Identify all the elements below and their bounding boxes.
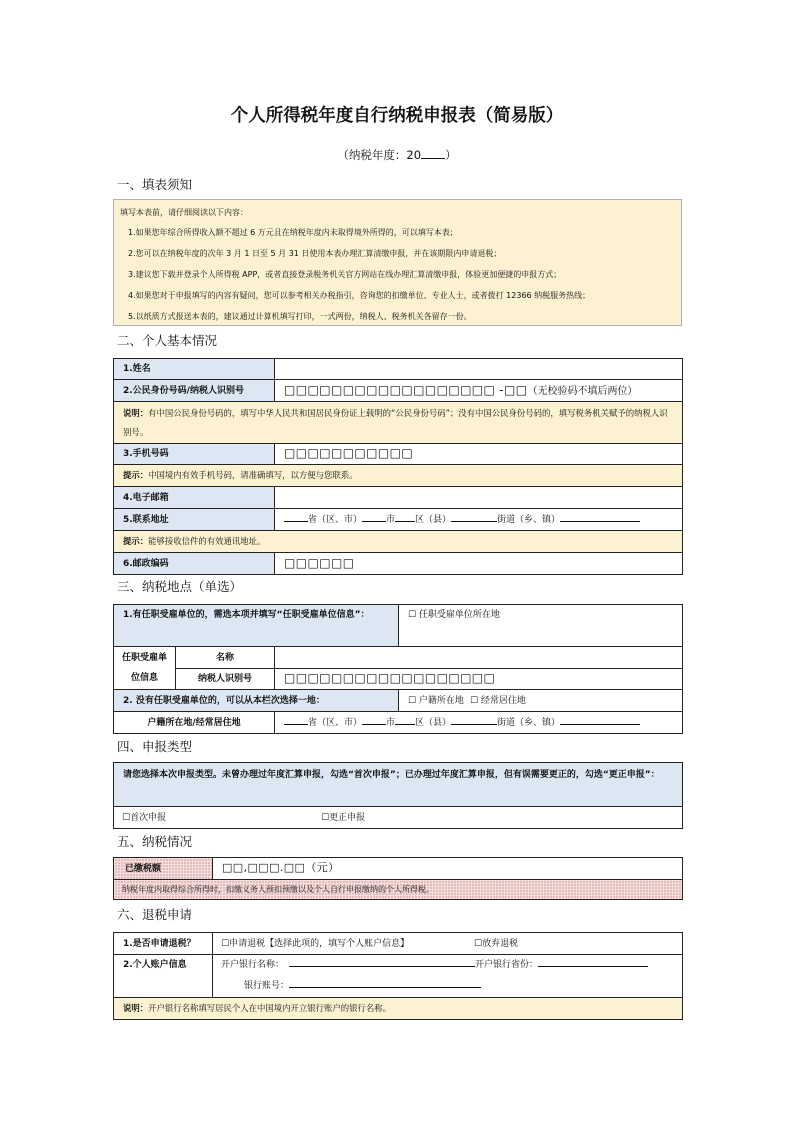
email-label: 4.电子邮箱	[114, 487, 275, 509]
employed-label: 1.有任职受雇单位的，需选本项并填写“任职受雇单位信息”：	[114, 605, 399, 647]
note-prefix: 说明：	[123, 1003, 149, 1013]
filing-type-options-row	[114, 807, 683, 829]
notice-intro: 填写本表前，请仔细阅读以下内容：	[120, 208, 248, 217]
employed-option-cell	[399, 605, 683, 647]
employer-info-label: 任职受雇单位信息	[114, 647, 176, 690]
address-part: 市	[386, 718, 396, 728]
filing-type-prompt-row	[114, 763, 683, 807]
postcode-label: 6.邮政编码	[114, 553, 275, 575]
note-text: 有中国公民身份号码的，填写中华人民共和国居民身份证上载明的“公民身份号码”；没有中国公民身份号码的，填写税务机关赋予的纳税人识别号。	[123, 407, 668, 437]
section-heading-filing-type: 四、申报类型	[117, 739, 193, 754]
address-row	[114, 509, 683, 531]
refund-apply-label: 1.是否申请退税？	[114, 933, 213, 955]
section-heading-basic-info: 二、个人基本情况	[117, 333, 218, 348]
filing-type-table	[113, 762, 683, 829]
account-info-label: 2.个人账户信息	[114, 955, 213, 998]
city-blank[interactable]	[362, 512, 386, 522]
tax-paid-label: 已缴税额	[114, 858, 213, 880]
account-info-cell	[213, 955, 683, 998]
residence-row	[114, 712, 683, 734]
checkbox-habitual-residence[interactable]: ☐ 经常居住地	[469, 695, 526, 706]
section-heading-tax-status: 五、纳税情况	[117, 834, 193, 849]
address-part: 街道（乡、镇）	[497, 718, 561, 728]
filing-type-options-cell	[114, 807, 683, 829]
tax-status-table	[113, 857, 683, 900]
postcode-field[interactable]	[275, 553, 683, 575]
name-field[interactable]	[275, 359, 683, 380]
bank-name-field[interactable]	[289, 957, 475, 967]
district-blank[interactable]	[395, 715, 415, 725]
unemployed-row	[114, 690, 683, 712]
city-blank[interactable]	[362, 715, 386, 725]
tax-year-prefix: （纳税年度：20	[337, 148, 422, 162]
form-title: 个人所得税年度自行纳税申报表（简易版）	[230, 106, 564, 126]
address-note	[114, 531, 683, 553]
checkbox-waive-refund[interactable]: ☐放弃退税	[474, 938, 519, 949]
phone-row	[114, 444, 683, 465]
notice-item: 2.您可以在纳税年度的次年 3 月 1 日至 5 月 31 日使用本表办理汇算清缴申报，并在该期限内申请退税；	[128, 249, 502, 258]
id-number-hint: （无校验码不填后两位）	[527, 385, 638, 397]
postcode-boxes[interactable]: □□□□□□	[284, 555, 355, 570]
notice-item: 1.如果您年综合所得收入额不超过 6 万元且在纳税年度内未取得境外所得的，可以填写本表；	[128, 228, 458, 237]
street-blank[interactable]	[451, 715, 497, 725]
employer-tin-row	[114, 669, 683, 690]
tax-year-line	[0, 146, 794, 164]
id-number-boxes[interactable]: □□□□□□□□□□□□□□□□□□	[284, 382, 496, 397]
account-number-field[interactable]	[289, 978, 481, 988]
phone-boxes[interactable]: □□□□□□□□□□□	[284, 446, 414, 460]
tax-paid-row	[114, 858, 683, 880]
tax-year-suffix: ）	[445, 148, 457, 162]
residence-address-field[interactable]	[275, 712, 683, 734]
employer-name-row	[114, 647, 683, 669]
id-check-boxes[interactable]: -□□	[499, 382, 528, 397]
id-number-row	[114, 380, 683, 402]
basic-info-table	[113, 358, 683, 575]
note-text: 能够接收信件的有效通讯地址。	[148, 536, 266, 546]
id-number-field[interactable]	[275, 380, 683, 402]
address-part: 区（县）	[415, 718, 452, 728]
tax-year-field[interactable]	[421, 149, 445, 159]
email-field[interactable]	[275, 487, 683, 509]
notice-item: 3.建议您下载并登录个人所得税 APP，或者直接登录税务机关官方网站在线办理汇算清缴申报，体验更加便捷的申报方式；	[128, 270, 562, 279]
notice-box	[113, 199, 682, 326]
employer-name-field[interactable]	[275, 647, 683, 669]
filing-type-prompt: 请您选择本次申报类型。未曾办理过年度汇算申报，勾选“首次申报”；已办理过年度汇算申报，但有误需要更正的，勾选“更正申报”：	[114, 763, 683, 807]
section-heading-notice: 一、填表须知	[117, 177, 193, 192]
residence-label: 户籍所在地/经常居住地	[114, 712, 275, 734]
address-part: 区（县）	[415, 515, 452, 525]
email-row	[114, 487, 683, 509]
phone-note	[114, 465, 683, 487]
checkbox-apply-refund[interactable]: ☐申请退税【选择此项的，填写个人账户信息】	[221, 938, 410, 949]
note-text: 开户银行名称填写居民个人在中国境内开立银行账户的银行名称。	[148, 1003, 391, 1013]
account-number-line	[221, 976, 673, 997]
tax-paid-boxes[interactable]: □□,□□□.□□（元）	[222, 861, 340, 874]
section-heading-tax-location: 三、纳税地点（单选）	[117, 579, 243, 594]
note-prefix: 提示：	[123, 536, 149, 546]
postcode-row	[114, 553, 683, 575]
address-field[interactable]	[275, 509, 683, 531]
name-row	[114, 359, 683, 380]
bank-name-label: 开户银行名称：	[221, 960, 285, 970]
employed-row	[114, 605, 683, 647]
refund-table	[113, 932, 683, 1020]
phone-field[interactable]	[275, 444, 683, 465]
employer-name-label: 名称	[176, 647, 275, 669]
notice-item: 5.以纸质方式报送本表的，建议通过计算机填写打印，一式两份，纳税人、税务机关各留存一份。	[128, 312, 472, 321]
checkbox-first-filing[interactable]: ☐首次申报	[122, 812, 167, 823]
address-detail-blank[interactable]	[560, 512, 640, 522]
refund-options-cell	[213, 933, 683, 955]
account-info-row	[114, 955, 683, 998]
address-part: 市	[386, 515, 396, 525]
note-text: 中国境内有效手机号码，请准确填写，以方便与您联系。	[148, 470, 358, 480]
address-part: 省（区、市）	[308, 718, 363, 728]
phone-note-row	[114, 465, 683, 487]
address-detail-blank[interactable]	[560, 715, 640, 725]
province-blank[interactable]	[284, 512, 308, 522]
refund-note-row	[114, 998, 683, 1020]
address-part: 街道（乡、镇）	[497, 515, 561, 525]
tax-paid-field[interactable]	[213, 858, 683, 880]
tax-location-table	[113, 604, 683, 734]
checkbox-household-registration[interactable]: ☐ 户籍所在地	[408, 695, 464, 706]
checkbox-corrected-filing[interactable]: ☐更正申报	[321, 812, 366, 823]
unemployed-label: 2. 没有任职受雇单位的，可以从本栏次选择一地：	[114, 690, 399, 712]
street-blank[interactable]	[451, 512, 497, 522]
unemployed-options-cell	[399, 690, 683, 712]
employer-tin-field[interactable]	[275, 669, 683, 690]
address-part: 省（区、市）	[308, 515, 363, 525]
bank-province-field[interactable]	[538, 957, 648, 967]
section-heading-refund: 六、退税申请	[117, 907, 193, 922]
address-note-row	[114, 531, 683, 553]
district-blank[interactable]	[395, 512, 415, 522]
tax-note-row	[114, 880, 683, 900]
note-prefix: 说明：	[123, 407, 149, 418]
bank-province-label: 开户银行省份：	[475, 960, 539, 970]
tax-note: 纳税年度内取得综合所得时，扣缴义务人预扣预缴以及个人自行申报缴纳的个人所得税。	[114, 880, 683, 900]
id-note-row	[114, 402, 683, 444]
bank-line	[221, 955, 673, 976]
refund-apply-row	[114, 933, 683, 955]
refund-note	[114, 998, 683, 1020]
checkbox-employer-location[interactable]: ☐ 任职受雇单位所在地	[408, 610, 500, 620]
employer-tin-boxes[interactable]: □□□□□□□□□□□□□□□□□□	[284, 671, 496, 685]
account-number-label: 银行账号：	[243, 981, 289, 991]
employer-tin-label: 纳税人识别号	[176, 669, 275, 690]
notice-item: 4.如果您对于申报填写的内容有疑问，您可以参考相关办税指引，咨询您的扣缴单位、专业人士，或者拨打 12366 纳税服务热线；	[128, 291, 591, 300]
note-prefix: 提示：	[123, 470, 149, 480]
province-blank[interactable]	[284, 715, 308, 725]
phone-label: 3.手机号码	[114, 444, 275, 465]
address-label: 5.联系地址	[114, 509, 275, 531]
id-note	[114, 402, 683, 444]
id-number-label: 2.公民身份号码/纳税人识别号	[114, 380, 275, 402]
name-label: 1.姓名	[114, 359, 275, 380]
